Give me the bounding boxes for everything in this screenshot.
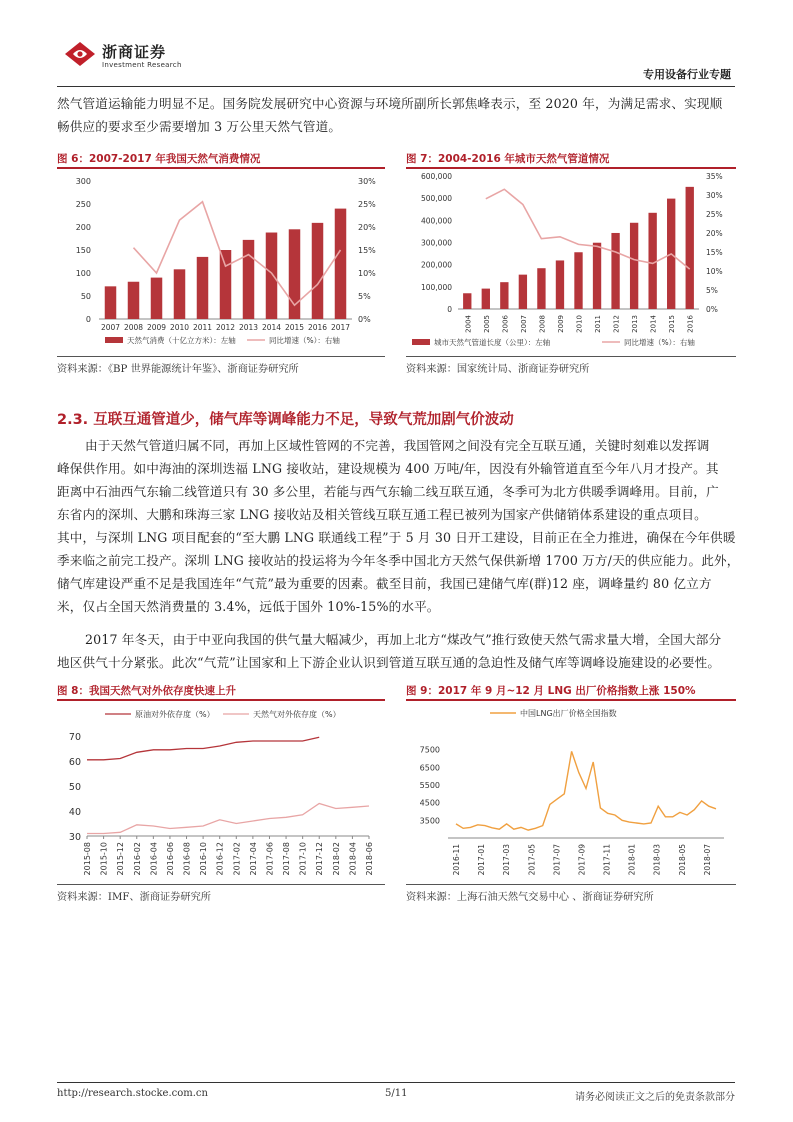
fig6-right-tick: 0%: [358, 315, 371, 324]
fig6-bar: [220, 250, 232, 319]
fig6-bar: [312, 223, 324, 319]
fig6-chart: [57, 171, 387, 356]
fig8-crude-line: [87, 737, 319, 760]
fig6-legend-swatch-bar: [105, 337, 123, 343]
fig9-source-rule: [406, 884, 736, 885]
fig8-x-tick: 2016-08: [182, 842, 192, 876]
fig6-left-tick: 150: [75, 246, 91, 255]
fig9-x-tick: 2018-05: [677, 844, 687, 876]
fig8-y-tick: 30: [68, 832, 81, 843]
fig6-right-tick: 30%: [358, 177, 376, 186]
fig7-left-tick: 200,000: [420, 260, 452, 270]
fig7-left-tick: 100,000: [420, 282, 452, 292]
fig9-x-tick: 2017-07: [552, 844, 562, 876]
fig7-growth-line: [486, 189, 690, 269]
fig7-left-tick: 600,000: [420, 172, 452, 181]
fig7-right-tick: 35%: [706, 172, 723, 181]
header-rule: [57, 86, 735, 87]
fig7-x-tick: 2009: [556, 315, 565, 333]
fig6-source: 资料来源：《BP 世界能源统计年鉴》、浙商证券研究所: [57, 364, 299, 375]
fig8-x-tick: 2015-10: [99, 842, 109, 876]
fig9-x-tick: 2017-11: [602, 844, 612, 876]
fig9-x-tick: 2018-03: [652, 844, 662, 876]
fig7-bar: [593, 243, 601, 309]
fig6-right-tick: 10%: [358, 269, 376, 278]
para1-line-7: 储气库建设严重不足是我国连年“气荒”最为重要的因素。截至目前，我国已建储气库(群)12 座，调峰量约 80 亿立方: [57, 576, 712, 591]
fig8-x-tick: 2017-08: [282, 842, 292, 876]
fig6-growth-line: [134, 202, 341, 306]
fig6-x-tick: 2012: [215, 323, 236, 332]
fig7-left-tick: 0: [447, 305, 452, 314]
page-number: 5/11: [385, 1088, 408, 1099]
fig7-x-tick: 2004: [464, 315, 473, 333]
fig9-y-tick: 4500: [419, 798, 440, 808]
fig8-chart: [57, 702, 387, 884]
fig7-right-tick: 15%: [706, 248, 723, 257]
fig7-x-tick: 2013: [631, 315, 640, 333]
fig9-rule: [406, 699, 736, 701]
fig7-bar: [482, 289, 490, 309]
fig8-x-tick: 2017-02: [232, 842, 242, 876]
logo-icon: [62, 40, 98, 68]
fig6-x-tick: 2010: [169, 323, 190, 332]
fig9-x-tick: 2018-01: [627, 844, 637, 876]
fig8-x-tick: 2018-06: [365, 842, 374, 876]
fig7-left-tick: 400,000: [420, 216, 452, 226]
fig8-y-tick: 40: [68, 807, 81, 818]
fig7-chart: [406, 168, 736, 356]
fig7-right-tick: 25%: [706, 210, 723, 219]
fig8-gas-line: [87, 804, 369, 834]
fig7-bar: [463, 293, 471, 309]
fig7-x-tick: 2005: [482, 315, 491, 333]
fig9-title: 图 9：2017 年 9 月~12 月 LNG 出厂价格指数上涨 150%: [406, 685, 696, 697]
logo: [62, 40, 98, 68]
para1-line-8: 米，仅占全国天然消费量的 3.4%，远低于国外 10%-15%的水平。: [57, 599, 440, 614]
fig9-x-tick: 2017-05: [527, 844, 537, 876]
fig6-x-tick: 2015: [284, 323, 305, 332]
fig6-source-rule: [57, 356, 385, 357]
fig6-bar: [266, 233, 278, 319]
fig7-x-tick: 2006: [501, 315, 510, 333]
fig8-x-tick: 2017-12: [315, 842, 325, 876]
fig7-x-tick: 2011: [594, 315, 603, 333]
fig9-y-tick: 5500: [419, 781, 440, 790]
fig7-x-tick: 2012: [612, 315, 621, 333]
fig6-legend-label: 同比增速（%）：右轴: [269, 336, 340, 345]
para1-line-5: 其中，与深圳 LNG 项目配套的“至大鹏 LNG 联通线工程”于 5 月 30 日开工建设，目前正在全力推进，确保在今年供暖: [57, 530, 736, 545]
fig6-bar: [197, 257, 209, 319]
fig7-bar: [611, 233, 619, 309]
footer-rule: [57, 1082, 735, 1083]
intro-line-1: 然气管道运输能力明显不足。国务院发展研究中心资源与环境所副所长郭焦峰表示，至 2020 年，为满足需求、实现顺: [57, 96, 723, 111]
fig8-x-tick: 2017-10: [298, 842, 308, 876]
fig7-x-tick: 2014: [649, 315, 658, 333]
fig8-rule: [57, 699, 385, 701]
fig6-bar: [243, 240, 255, 319]
fig9-chart: [406, 702, 736, 884]
fig6-right-tick: 25%: [358, 200, 376, 209]
fig7-bar: [648, 213, 656, 309]
fig8-x-tick: 2018-04: [348, 842, 358, 876]
fig7-right-tick: 20%: [706, 229, 723, 238]
fig9-lng-line: [456, 751, 716, 830]
fig6-bar: [105, 286, 117, 319]
para1-line-6: 季来临之前完工投产。深圳 LNG 接收站的投运将为今年冬季中国北方天然气保供新增 1700 万方/天的供应能力。此外，: [57, 553, 740, 568]
para2-line-2: 地区供气十分紧张。此次“气荒”让国家和上下游企业认识到管道互联互通的急迫性及储气库等调峰设施建设的必要性。: [57, 655, 721, 670]
para1-line-1: 由于天然气管道归属不同，再加上区域性管网的不完善，我国管网之间没有完全互联互通，关键时刻难以发挥调: [85, 438, 710, 453]
fig6-x-tick: 2008: [123, 323, 144, 332]
fig9-y-tick: 7500: [419, 745, 440, 755]
fig8-source-rule: [57, 884, 385, 885]
fig6-x-tick: 2016: [307, 323, 328, 332]
fig7-bar: [500, 282, 508, 309]
fig7-source-rule: [406, 356, 736, 357]
fig6-bar: [151, 278, 163, 319]
fig6-left-tick: 100: [75, 269, 91, 278]
fig7-bar: [556, 260, 564, 309]
fig8-y-tick: 70: [68, 732, 81, 743]
fig8-x-tick: 2016-06: [165, 842, 175, 876]
fig8-x-tick: 2015-12: [116, 842, 126, 876]
fig7-x-tick: 2007: [519, 315, 528, 333]
fig7-bar: [630, 223, 638, 309]
fig7-left-tick: 500,000: [420, 194, 452, 204]
fig6-left-tick: 200: [75, 223, 91, 232]
fig6-right-tick: 20%: [358, 223, 376, 232]
fig6-rule: [57, 167, 385, 169]
para1-line-4: 东省内的深圳、大鹏和珠海三家 LNG 接收站及相关管线互联互通工程已被列为国家产供储销体系建设的重点项目。: [57, 507, 707, 522]
fig7-legend-label: 同比增速（%）：右轴: [624, 338, 695, 347]
section-title: 2.3. 互联互通管道少，储气库等调峰能力不足，导致气荒加剧气价波动: [57, 412, 514, 428]
fig7-bar: [686, 187, 694, 309]
fig7-legend-label: 城市天然气管道长度（公里）：左轴: [434, 338, 551, 347]
intro-line-2: 畅供应的要求至少需要增加 3 万公里天然气管道。: [57, 119, 342, 134]
fig7-right-tick: 5%: [706, 286, 718, 295]
fig8-y-tick: 60: [68, 757, 81, 768]
brand-cn: 浙商证券: [102, 43, 167, 61]
fig7-bar: [574, 252, 582, 309]
fig9-legend-label: 中国LNG出厂价格全国指数: [520, 709, 617, 718]
fig6-right-tick: 15%: [358, 246, 376, 255]
fig6-x-tick: 2017: [330, 323, 351, 332]
fig7-x-tick: 2010: [575, 315, 584, 333]
para2-line-1: 2017 年冬天，由于中亚向我国的供气量大幅减少，再加上北方“煤改气”推行致使天然气需求量大增，全国大部分: [85, 632, 722, 647]
fig6-right-tick: 5%: [358, 292, 371, 301]
fig9-x-tick: 2017-03: [502, 844, 512, 876]
fig8-source: 资料来源：IMF、浙商证券研究所: [57, 892, 211, 903]
fig6-left-tick: 0: [85, 315, 91, 324]
footer-url[interactable]: http://research.stocke.com.cn: [57, 1088, 208, 1099]
fig6-legend-label: 天然气消费（十亿立方米）：左轴: [127, 336, 236, 345]
fig6-title: 图 6：2007-2017 年我国天然气消费情况: [57, 153, 261, 165]
fig7-title: 图 7：2004-2016 年城市天然气管道情况: [406, 153, 610, 165]
fig7-right-tick: 10%: [706, 267, 723, 276]
fig8-x-tick: 2016-02: [132, 842, 142, 876]
fig8-x-tick: 2015-08: [83, 842, 92, 876]
para1-line-3: 距离中石油西气东输二线管道只有 30 多公里，若能与西气东输二线互联互通，冬季可为北方供暖季调峰用。目前，广: [57, 484, 719, 499]
fig7-bar: [537, 268, 545, 309]
fig6-x-tick: 2009: [146, 323, 167, 332]
fig9-x-tick: 2016-11: [452, 844, 461, 876]
fig6-x-tick: 2014: [261, 323, 282, 332]
fig6-left-tick: 50: [80, 292, 91, 301]
fig9-source: 资料来源：上海石油天然气交易中心 、浙商证券研究所: [406, 892, 654, 903]
fig6-left-tick: 250: [75, 200, 91, 209]
fig7-source: 资料来源：国家统计局、浙商证券研究所: [406, 364, 590, 375]
fig7-legend-swatch-bar: [412, 339, 430, 345]
fig9-x-tick: 2017-01: [477, 844, 487, 876]
fig9-x-tick: 2018-07: [702, 844, 712, 876]
fig9-y-tick: 3500: [419, 816, 440, 826]
fig7-right-tick: 30%: [706, 191, 723, 200]
fig6-bar: [335, 209, 347, 319]
fig8-legend-label: 天然气对外依存度（%）: [253, 710, 341, 719]
fig8-title: 图 8：我国天然气对外依存度快速上升: [57, 685, 236, 697]
fig8-x-tick: 2016-10: [199, 842, 209, 876]
fig7-bar: [519, 275, 527, 309]
report-type: 专用设备行业专题: [643, 68, 731, 81]
fig8-x-tick: 2018-02: [331, 842, 341, 876]
fig8-x-tick: 2016-04: [149, 842, 159, 876]
fig6-left-tick: 300: [75, 177, 91, 186]
fig7-x-tick: 2008: [538, 315, 547, 333]
fig6-x-tick: 2007: [100, 323, 121, 332]
fig8-x-tick: 2017-06: [265, 842, 275, 876]
fig8-legend-label: 原油对外依存度（%）: [135, 710, 215, 719]
fig6-bar: [174, 269, 186, 319]
fig6-bar: [128, 282, 140, 319]
fig7-right-tick: 0%: [706, 305, 718, 314]
fig8-x-tick: 2016-12: [215, 842, 225, 876]
fig7-x-tick: 2015: [668, 315, 677, 333]
para1-line-2: 峰保供作用。如中海油的深圳迭福 LNG 接收站，建设规模为 400 万吨/年，因没有外输管道直至今年八月才投产。其: [57, 461, 719, 476]
fig9-y-tick: 6500: [419, 763, 440, 773]
fig6-x-tick: 2013: [238, 323, 259, 332]
fig9-x-tick: 2017-09: [577, 844, 587, 876]
fig7-x-tick: 2016: [686, 315, 695, 333]
footer-disclaimer: 请务必阅读正文之后的免责条款部分: [575, 1092, 735, 1103]
fig6-x-tick: 2011: [192, 323, 213, 332]
fig8-y-tick: 50: [68, 782, 81, 793]
brand-en: Investment Research: [102, 61, 182, 69]
fig8-x-tick: 2017-04: [248, 842, 258, 876]
fig7-left-tick: 300,000: [420, 238, 452, 248]
